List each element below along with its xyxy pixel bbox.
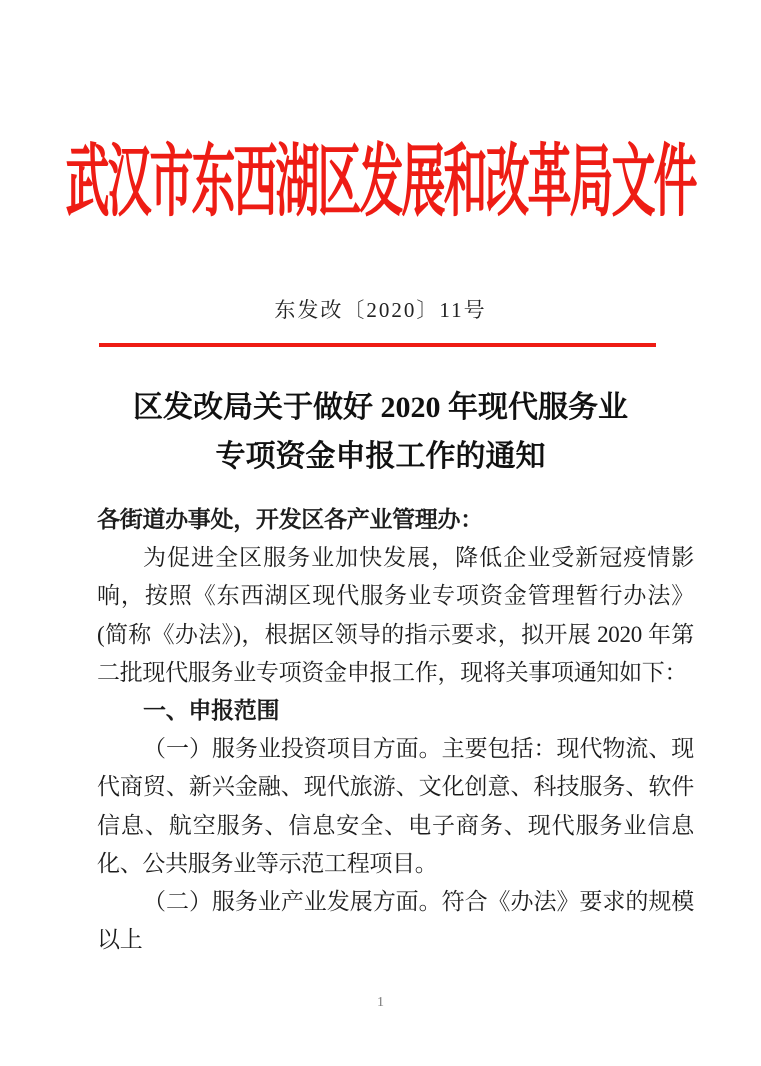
doc-reference-number: 东发改〔2020〕11号 — [274, 298, 487, 322]
agency-masthead-title: 武汉市东西湖区发展和改革局文件 — [65, 138, 696, 227]
paragraph-item-2-industry-development: （二）服务业产业发展方面。符合《办法》要求的规模以上 — [97, 889, 694, 953]
red-divider-line — [99, 343, 656, 347]
intro-paragraph: 为促进全区服务业加快发展，降低企业受新冠疫情影响，按照《东西湖区现代服务业专项资金管理暂行办法》(简称《办法》)，根据区领导的指示要求，拟开展 2020 年第二批现代服务业专项资金申报工作，现将关事项通知如下： — [97, 545, 694, 685]
document-title — [0, 383, 761, 481]
document-title-line-1: 区发改局关于做好 2020 年现代服务业 — [133, 391, 628, 424]
paragraph-item-1-investment-projects: （一）服务业投资项目方面。主要包括：现代物流、现代商贸、新兴金融、现代旅游、文化创意、科技服务、软件信息、航空服务、信息安全、电子商务、现代服务业信息化、公共服务业等示范工程项目。 — [97, 736, 694, 876]
section-heading-application-scope: 一、申报范围 — [143, 698, 280, 724]
document-title-line-2: 专项资金申报工作的通知 — [215, 440, 546, 473]
document-body — [97, 501, 694, 959]
page-number: 1 — [377, 995, 384, 1010]
salutation-line: 各街道办事处，开发区各产业管理办： — [97, 507, 483, 532]
